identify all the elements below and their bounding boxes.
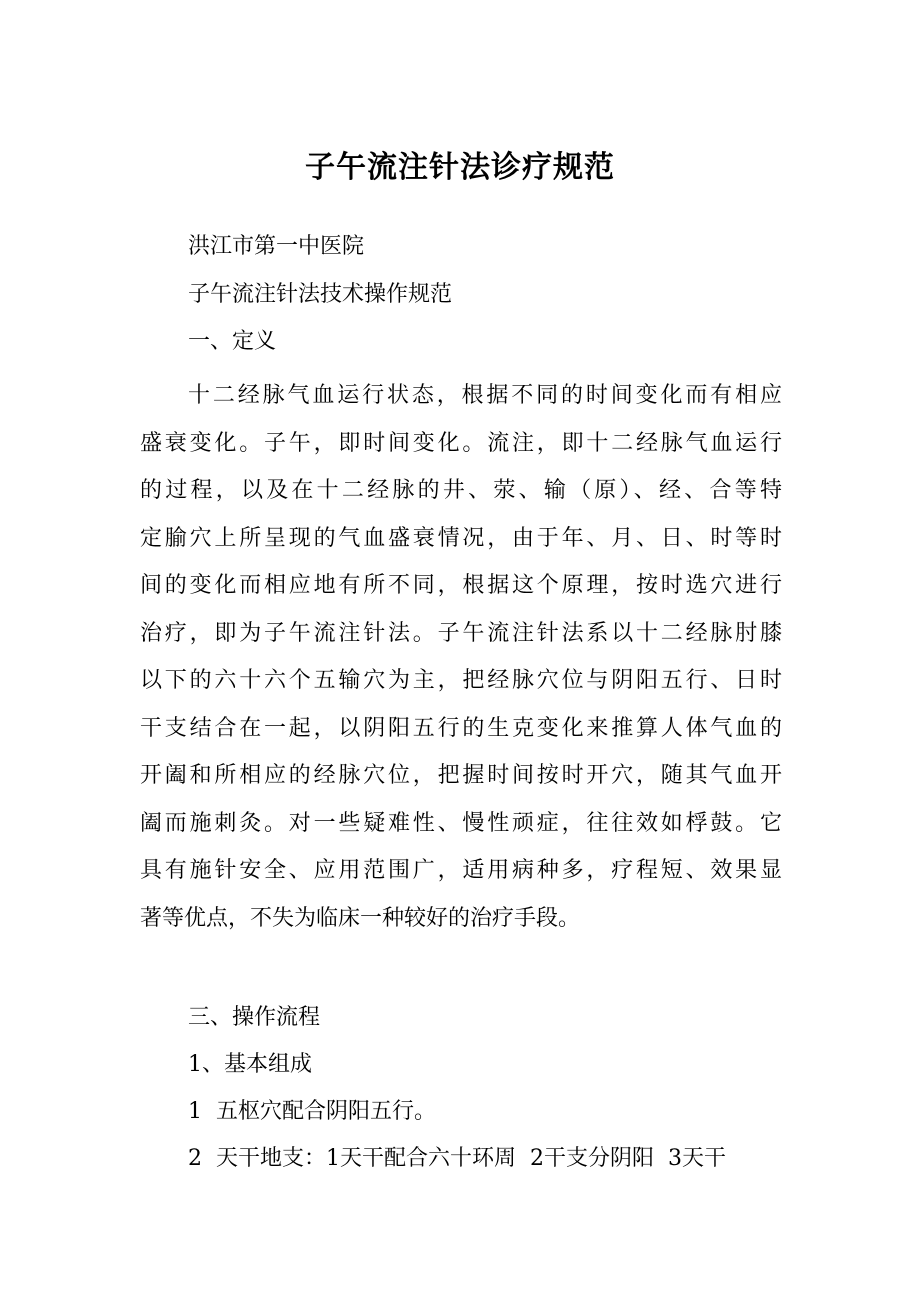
hospital-name: 洪江市第一中医院 [188, 234, 365, 259]
paragraph-line: 间的变化而相应地有所不同，根据这个原理，按时选穴进行 [140, 573, 782, 598]
paragraph-line: 阖而施刺灸。对一些疑难性、慢性顽症，往往效如桴鼓。它 [140, 810, 782, 836]
section-heading-procedure: 三、操作流程 [188, 1005, 321, 1030]
list-item: 1 五枢穴配合阴阳五行。 [188, 1099, 436, 1124]
subsection-heading-basic-composition: 1、基本组成 [188, 1052, 312, 1077]
document-title: 子午流注针法诊疗规范 [305, 150, 615, 185]
paragraph-line: 定腧穴上所呈现的气血盛衰情况，由于年、月、日、时等时 [140, 525, 782, 551]
paragraph-line: 盛衰变化。子午，即时间变化。流注，即十二经脉气血运行 [140, 430, 782, 456]
document-subtitle: 子午流注针法技术操作规范 [188, 282, 453, 307]
paragraph-line: 干支结合在一起，以阴阳五行的生克变化来推算人体气血的 [140, 715, 782, 741]
paragraph-line: 以下的六十六个五输穴为主，把经脉穴位与阴阳五行、日时 [140, 668, 782, 693]
paragraph-line: 开阖和所相应的经脉穴位，把握时间按时开穴，随其气血开 [140, 763, 782, 788]
definition-paragraph [140, 372, 782, 942]
paragraph-line: 的过程，以及在十二经脉的井、荥、输（原）、经、合等特 [140, 478, 782, 503]
section-heading-definition: 一、定义 [188, 329, 277, 354]
paragraph-line: 十二经脉气血运行状态，根据不同的时间变化而有相应 [188, 383, 782, 408]
paragraph-line: 具有施针安全、应用范围广，适用病种多，疗程短、效果显 [140, 858, 782, 883]
paragraph-line: 著等优点，不失为临床一种较好的治疗手段。 [140, 905, 581, 931]
list-item: 2 天干地支：1天干配合六十环周 2干支分阴阳 3天干 [188, 1146, 726, 1171]
paragraph-line: 治疗，即为子午流注针法。子午流注针法系以十二经脉肘膝 [140, 620, 782, 646]
